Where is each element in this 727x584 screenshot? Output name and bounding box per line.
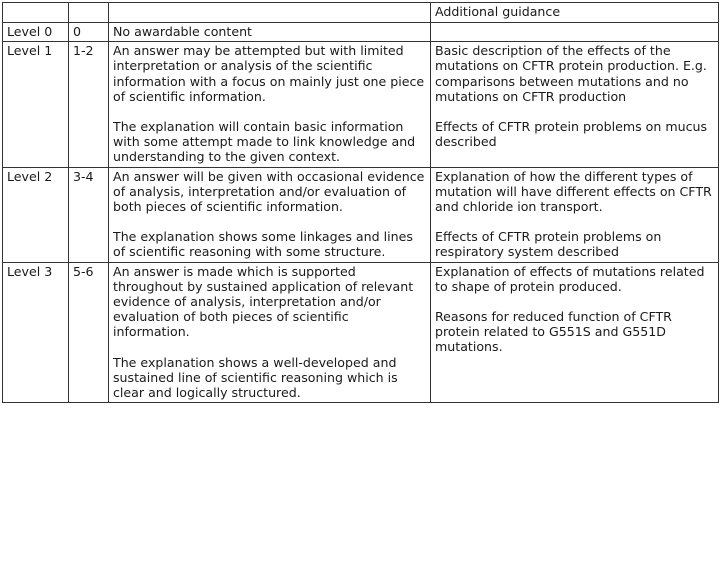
guidance-cell bbox=[431, 42, 719, 167]
mark-scheme-table bbox=[2, 2, 719, 403]
mark-range: 0 bbox=[69, 23, 109, 42]
level-label: Level 1 bbox=[3, 42, 69, 167]
level-label: Level 2 bbox=[3, 167, 69, 262]
descriptor-cell bbox=[109, 23, 431, 42]
mark-range: 3-4 bbox=[69, 167, 109, 262]
guidance-text: Explanation of how the different types of mutation will have different effects on CFTR and chloride ion transport. bbox=[435, 168, 712, 215]
guidance-cell bbox=[431, 167, 719, 262]
descriptor-text: The explanation will contain basic information with some attempt made to link knowledge and understanding to the given context. bbox=[113, 119, 416, 165]
descriptor-text: An answer is made which is supported throughout by sustained application of relevant evidence of analysis, interpretation and/or evaluation of both pieces of scientific information. bbox=[113, 263, 414, 340]
header-descriptor-cell bbox=[109, 3, 431, 23]
header-row bbox=[3, 3, 719, 23]
header-guidance-cell: Additional guidance bbox=[431, 3, 719, 23]
guidance-text: Effects of CFTR protein problems on mucus described bbox=[435, 119, 708, 150]
guidance-cell bbox=[431, 23, 719, 42]
descriptor-text: The explanation shows some linkages and lines of scientific reasoning with some structure. bbox=[113, 229, 413, 260]
descriptor-cell bbox=[109, 262, 431, 403]
descriptor-text: The explanation shows a well-developed and sustained line of scientific reasoning which is clear and logically structured. bbox=[113, 354, 398, 401]
descriptor-cell bbox=[109, 167, 431, 262]
guidance-text: Explanation of effects of mutations related to shape of protein produced. bbox=[435, 263, 705, 294]
descriptor-text: No awardable content bbox=[113, 24, 252, 39]
header-marks-cell bbox=[69, 3, 109, 23]
descriptor-text: An answer may be attempted but with limited interpretation or analysis of the scientific information with a focus on mainly just one piece of scientific information. bbox=[113, 43, 425, 104]
level-row bbox=[3, 262, 719, 403]
mark-range: 5-6 bbox=[69, 262, 109, 403]
level-label: Level 3 bbox=[3, 262, 69, 403]
mark-range: 1-2 bbox=[69, 42, 109, 167]
header-level-cell bbox=[3, 3, 69, 23]
level-row bbox=[3, 23, 719, 42]
descriptor-text: An answer will be given with occasional evidence of analysis, interpretation and/or evaluation of both pieces of scientific information. bbox=[113, 168, 425, 215]
guidance-text: Reasons for reduced function of CFTR protein related to G551S and G551D mutations. bbox=[435, 309, 672, 355]
level-label: Level 0 bbox=[3, 23, 69, 42]
descriptor-cell bbox=[109, 42, 431, 167]
guidance-cell bbox=[431, 262, 719, 403]
guidance-text: Basic description of the effects of the mutations on CFTR protein production. E.g. comparisons between mutations and no mutations on CFTR production bbox=[435, 43, 707, 104]
level-row bbox=[3, 42, 719, 167]
guidance-text: Effects of CFTR protein problems on respiratory system described bbox=[435, 229, 662, 260]
level-row bbox=[3, 167, 719, 262]
